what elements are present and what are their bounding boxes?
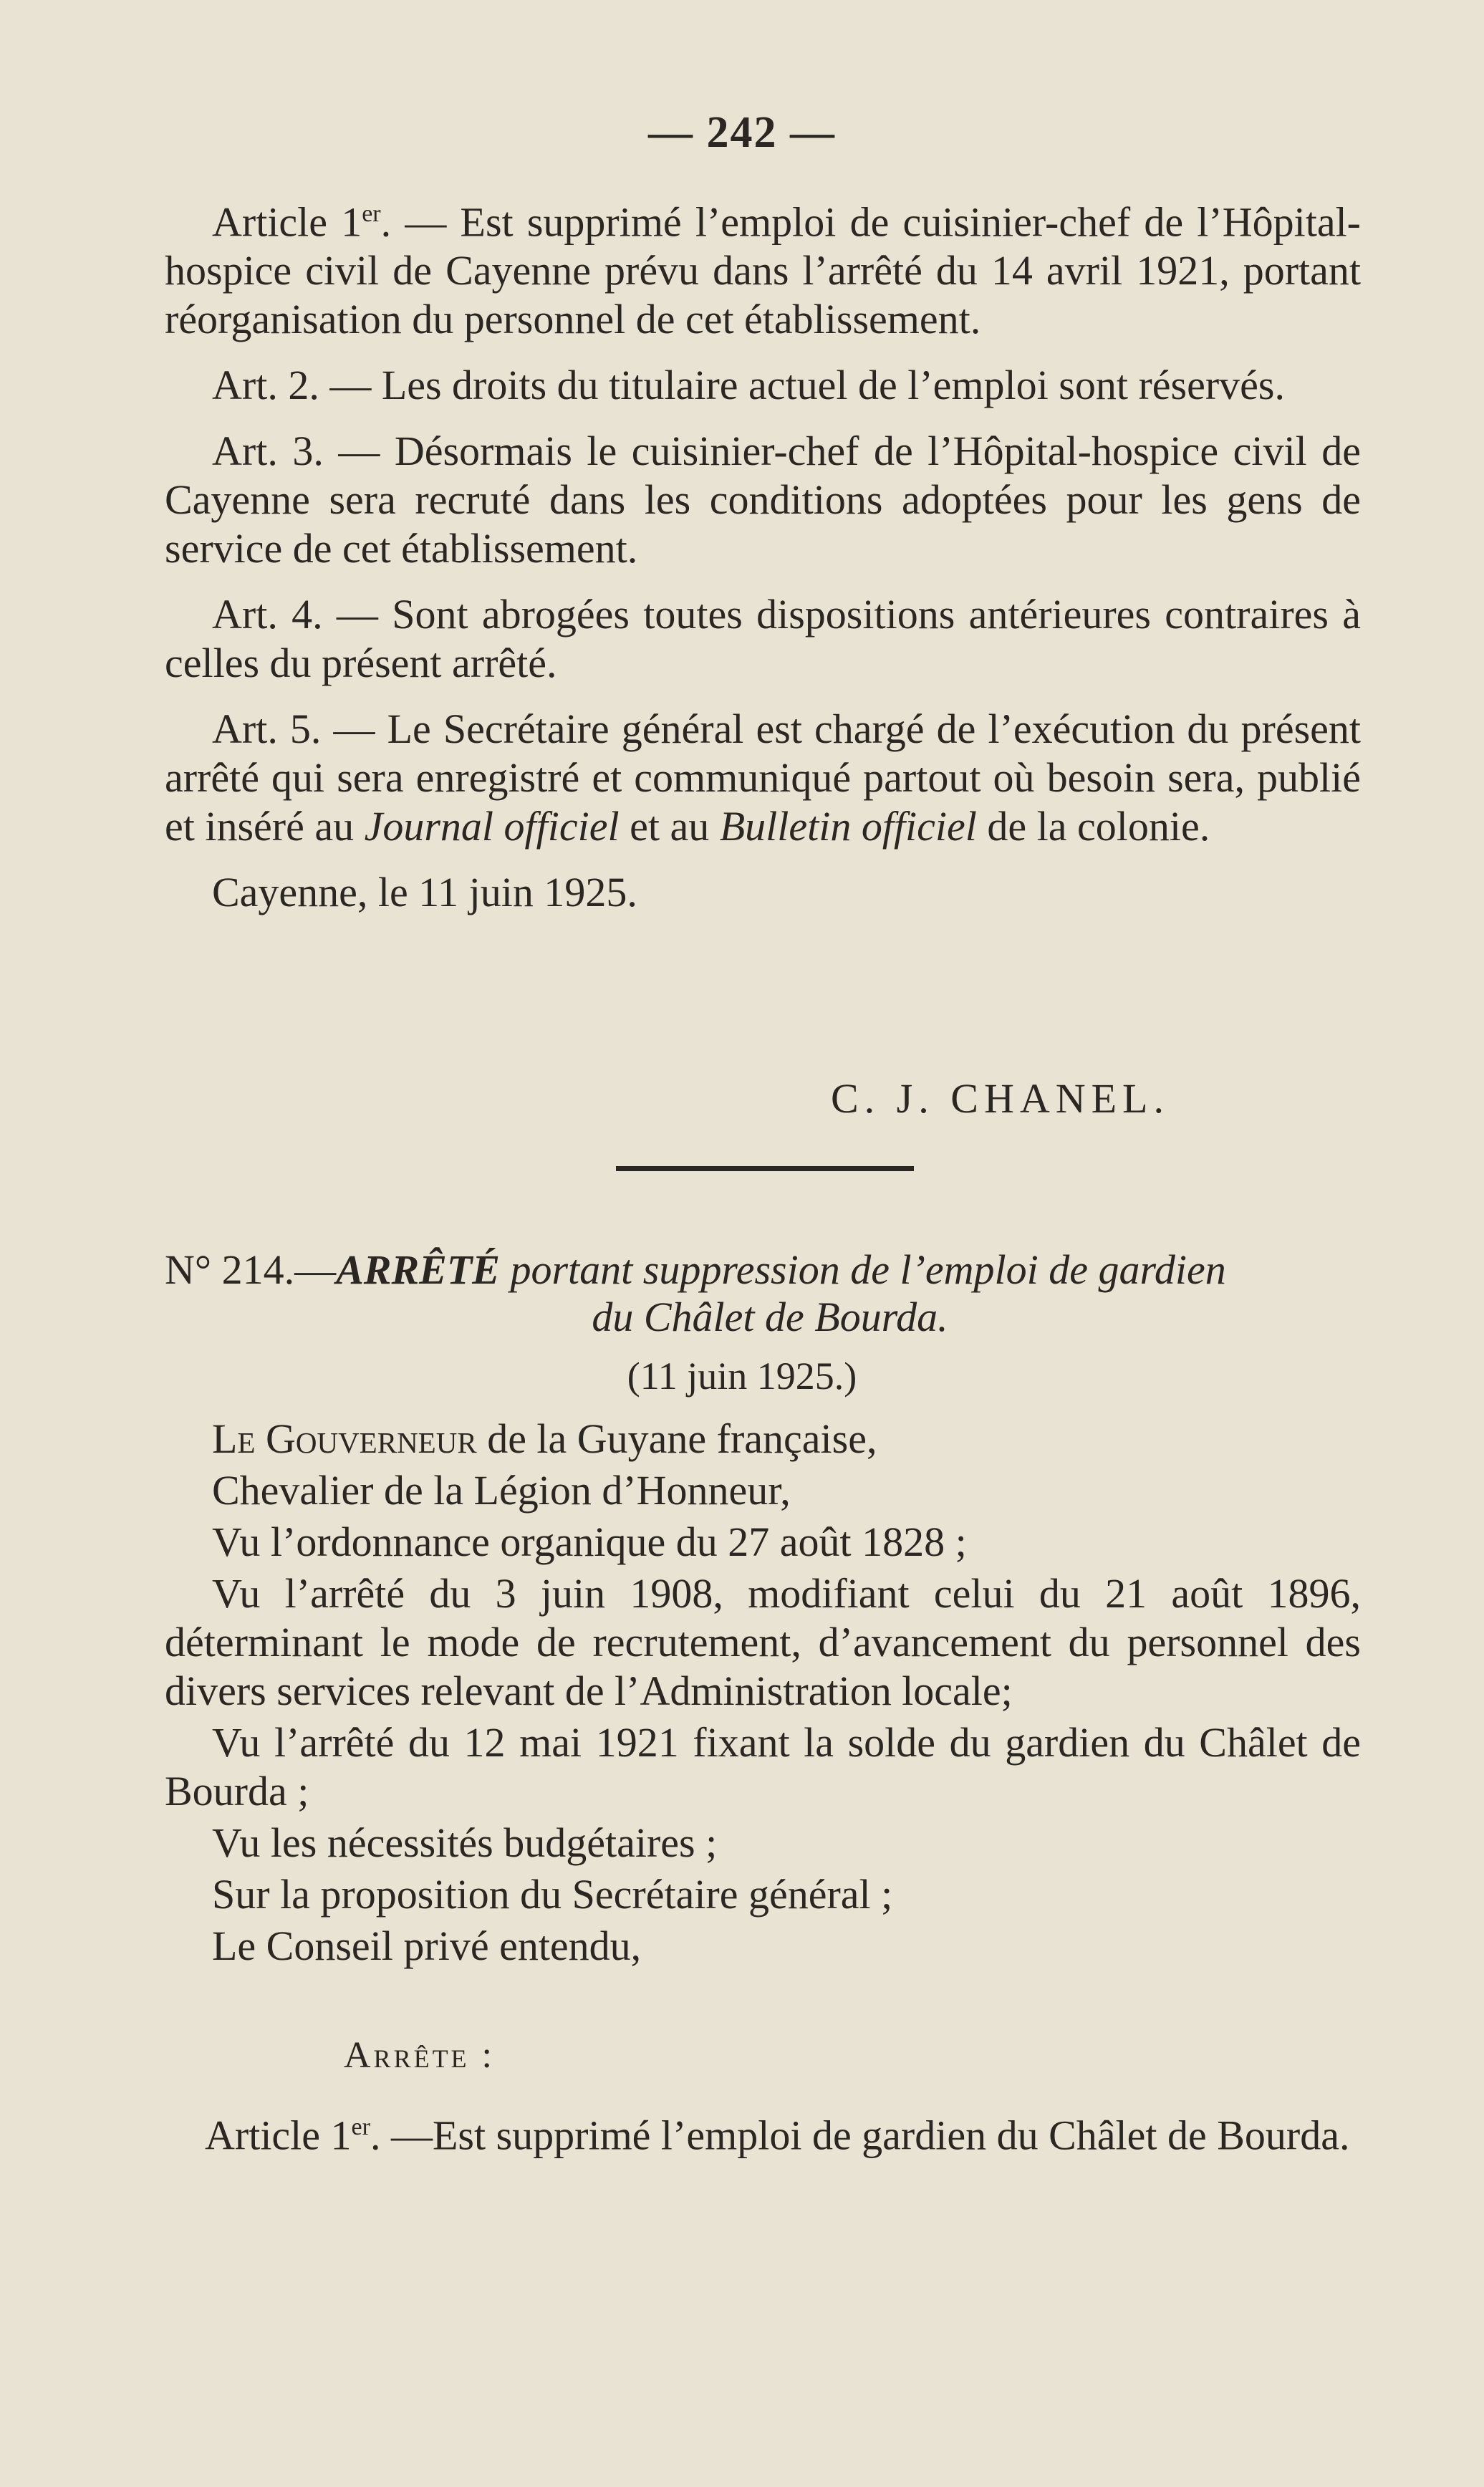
decree-date: (11 juin 1925.) bbox=[627, 1355, 857, 1398]
article-5 bbox=[165, 705, 1361, 851]
journal-officiel: Journal officiel bbox=[364, 803, 620, 850]
decree-title bbox=[165, 1246, 1375, 1341]
preamble bbox=[165, 1415, 1361, 1971]
article-4: Art. 4. — Sont abrogées toutes dispositions antérieures contraires à celles du présent arrêté. bbox=[165, 591, 1361, 687]
article-5-text: Art. 5. — Le Secrétaire général est chargé de l’exécution du présent arrêté qui sera enregistré et communiqué partout où besoin sera, publié et inséré au bbox=[165, 706, 1361, 850]
decree-title-line2: du Châlet de Bourda. bbox=[592, 1294, 948, 1340]
decree-title-bold: ARRÊTÉ bbox=[336, 1246, 500, 1293]
decree-title-rest: portant suppression de l’emploi de gardien bbox=[499, 1246, 1226, 1293]
vu-necessites: Vu les nécessités budgétaires ; bbox=[212, 1819, 718, 1866]
final-article-body: . —Est supprimé l’emploi de gardien du Châlet de Bourda. bbox=[370, 2112, 1350, 2159]
vu-arrete-1921: Vu l’arrêté du 12 mai 1921 fixant la solde du gardien du Châlet de Bourda ; bbox=[165, 1719, 1361, 1814]
final-article-lead: Article 1 bbox=[205, 2112, 352, 2159]
sur-proposition: Sur la proposition du Secrétaire général ; bbox=[212, 1871, 893, 1918]
article-3: Art. 3. — Désormais le cuisinier-chef de l’Hôpital-hospice civil de Cayenne sera recruté dans les conditions adoptées pour les gens de service de cet établissement. bbox=[165, 428, 1361, 572]
final-article-text bbox=[158, 2102, 1368, 2160]
signature: C. J. CHANEL. bbox=[831, 1075, 1170, 1122]
separator-rule bbox=[616, 1166, 914, 1171]
final-article bbox=[158, 2102, 1368, 2160]
chevalier-line: Chevalier de la Légion d’Honneur, bbox=[212, 1467, 791, 1514]
article-1-sup: er bbox=[362, 201, 381, 227]
article-1-text: . — Est supprimé l’emploi de cuisinier-chef de l’Hôpital-hospice civil de Cayenne prévu dans l’arrêté du 14 avril 1921, portant réorganisation du personnel de cet établissement. bbox=[165, 198, 1361, 343]
arrete-label: Arrête : bbox=[344, 2035, 495, 2076]
vu-ordonnance: Vu l’ordonnance organique du 27 août 1828 ; bbox=[212, 1519, 967, 1565]
bulletin-officiel: Bulletin officiel bbox=[719, 803, 977, 850]
place-date: Cayenne, le 11 juin 1925. bbox=[212, 869, 637, 916]
vu-arrete-1908: Vu l’arrêté du 3 juin 1908, modifiant celui du 21 août 1896, déterminant le mode de recrutement, d’avancement du personnel des divers services relevant de l’Administration locale; bbox=[165, 1570, 1361, 1714]
conseil-prive: Le Conseil privé entendu, bbox=[212, 1923, 642, 1969]
governor-title: Le Gouverneur bbox=[212, 1415, 477, 1462]
article-2: Art. 2. — Les droits du titulaire actuel de l’emploi sont réservés. bbox=[212, 362, 1285, 409]
article-1-lead: Article 1 bbox=[212, 198, 362, 246]
article-5-after: de la colonie. bbox=[976, 803, 1210, 850]
governor-rest: de la Guyane française, bbox=[476, 1415, 877, 1462]
first-decree-body bbox=[165, 190, 1361, 917]
article-5-middle: et au bbox=[619, 803, 720, 850]
decree-number: N° 214.— bbox=[165, 1246, 337, 1293]
final-article-sup: er bbox=[351, 2114, 370, 2140]
governor-line bbox=[165, 1415, 1361, 1463]
article-1 bbox=[165, 190, 1361, 344]
page-number: — 242 — bbox=[648, 108, 836, 157]
